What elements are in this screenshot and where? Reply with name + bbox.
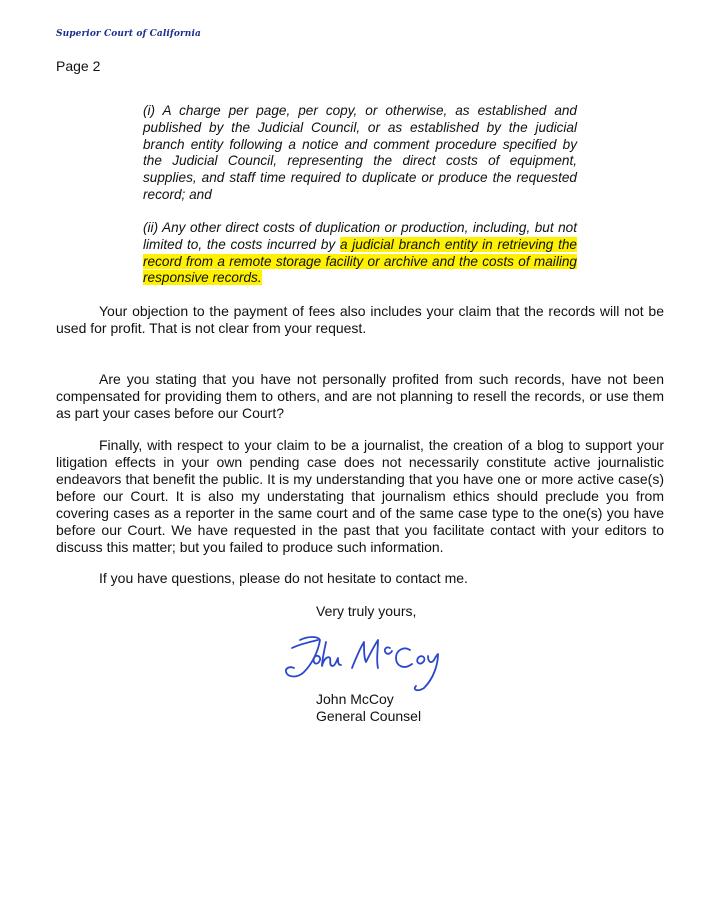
quoted-clause-ii bbox=[143, 220, 577, 287]
highlighted-text: a judicial branch entity in retrieving the record from a remote storage facility or archive and the costs of mailing responsive records. bbox=[143, 236, 577, 286]
paragraph-contact: If you have questions, please do not hesitate to contact me. bbox=[99, 570, 468, 586]
signer-name: John McCoy bbox=[316, 691, 394, 707]
signer-title: General Counsel bbox=[316, 708, 422, 724]
handwritten-signature bbox=[278, 628, 448, 694]
paragraph-journalist-claim: Finally, with respect to your claim to be a journalist, the creation of a blog to support your litigation effects in your own pending case does not necessarily constitute active journalistic endeavors that benefit the public. It is my understanding that you have one or more active case(s) before our Court. It is also my understating that journalism ethics should preclude you from covering cases as a reporter in the same court and of the same case type to the one(s) you have before our Court. We have requested in the past that you facilitate contact with your editors to discuss this matter; but you failed to produce such information. bbox=[56, 437, 664, 555]
quoted-clause-i: (i) A charge per page, per copy, or otherwise, as established and published by the Judicial Council, or as established by the judicial branch entity following a notice and comment procedure specified by the Judicial Council, representing the direct costs of equipment, supplies, and staff time required to duplicate or produce the requested record; and bbox=[143, 103, 577, 202]
quoted-clause-ii-text: (ii) Any other direct costs of duplication or production, including, but not limited to, the costs incurred by bbox=[143, 220, 577, 252]
paragraph-fees-objection: Your objection to the payment of fees also includes your claim that the records will not be used for profit. That is not clear from your request. bbox=[56, 303, 664, 336]
closing: Very truly yours, bbox=[316, 603, 417, 619]
page-number: Page 2 bbox=[56, 58, 101, 74]
letterhead: Superior Court of California bbox=[56, 29, 201, 39]
paragraph-profit-question: Are you stating that you have not personally profited from such records, have not been compensated for providing them to others, and are not planning to resell the records, or use them as part your cases before our Court? bbox=[56, 371, 664, 421]
